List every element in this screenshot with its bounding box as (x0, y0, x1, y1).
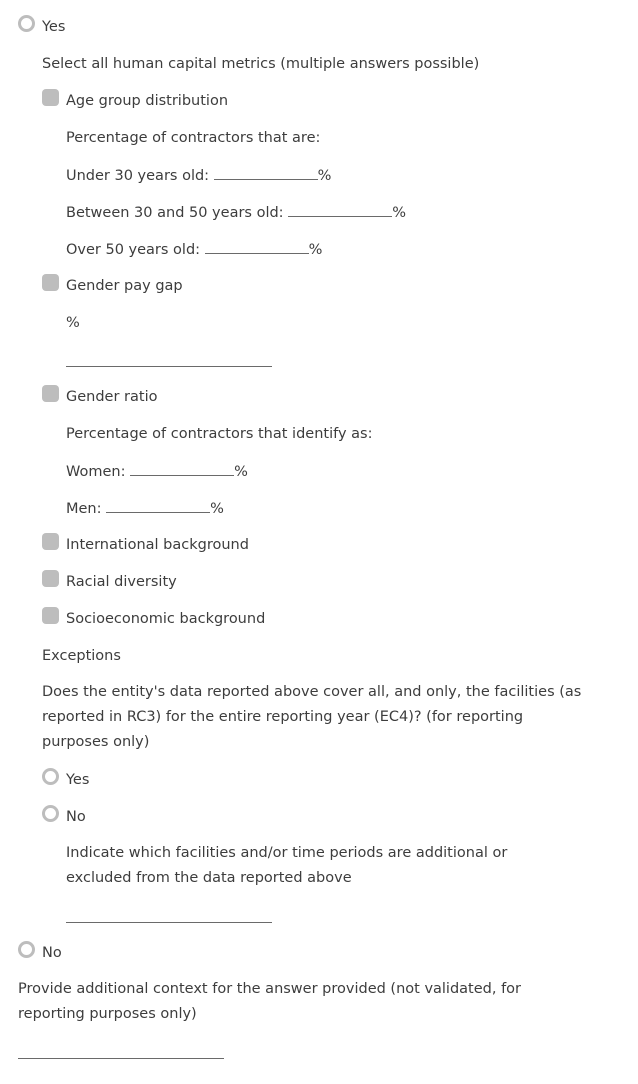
coverage-yes-radio[interactable] (42, 768, 59, 785)
socioeconomic-checkbox[interactable] (42, 607, 59, 624)
men-unit: % (210, 501, 224, 517)
between-input[interactable] (288, 202, 392, 217)
men-row (66, 498, 224, 519)
under30-row (66, 165, 331, 186)
coverage-no-radio[interactable] (42, 805, 59, 822)
gender-ratio-label: Gender ratio (66, 389, 158, 405)
no-radio[interactable] (18, 941, 35, 958)
coverage-yes-label: Yes (66, 772, 90, 788)
men-label: Men: (66, 501, 102, 517)
context-input[interactable] (18, 1058, 224, 1059)
pay-gap-checkbox[interactable] (42, 274, 59, 291)
exceptions-heading: Exceptions (42, 648, 121, 664)
coverage-question: Does the entity's data reported above cover all, and only, the facilities (as reported in RC3) for the entire reporting year (EC4)? (for reporting purposes only) (42, 684, 582, 750)
under30-unit: % (317, 168, 332, 184)
under30-input[interactable] (214, 165, 318, 180)
yes-radio[interactable] (18, 15, 35, 32)
pay-gap-input[interactable] (66, 366, 272, 367)
women-unit: % (234, 464, 248, 480)
men-input[interactable] (106, 498, 210, 513)
over50-row (66, 239, 322, 260)
between-row (66, 202, 406, 223)
over50-unit: % (308, 242, 323, 258)
pay-gap-unit: % (66, 315, 80, 331)
racial-label: Racial diversity (66, 574, 177, 590)
under30-label: Under 30 years old: (66, 168, 210, 184)
women-input[interactable] (130, 461, 234, 476)
between-unit: % (392, 205, 406, 221)
women-label: Women: (66, 464, 126, 480)
indicate-input[interactable] (66, 922, 272, 923)
coverage-no-label: No (66, 809, 86, 825)
socioeconomic-label: Socioeconomic background (66, 611, 266, 627)
international-label: International background (66, 537, 249, 553)
between-label: Between 30 and 50 years old: (66, 205, 284, 221)
indicate-prompt: Indicate which facilities and/or time periods are additional or excluded from the data reported above (66, 845, 508, 886)
age-subprompt: Percentage of contractors that are: (66, 130, 321, 146)
international-checkbox[interactable] (42, 533, 59, 550)
age-group-checkbox[interactable] (42, 89, 59, 106)
women-row (66, 461, 248, 482)
over50-input[interactable] (205, 239, 309, 254)
age-group-label: Age group distribution (66, 93, 229, 109)
human-capital-prompt: Select all human capital metrics (multiple answers possible) (42, 56, 480, 72)
context-prompt: Provide additional context for the answer provided (not validated, for reporting purposes only) (18, 981, 522, 1022)
gender-ratio-checkbox[interactable] (42, 385, 59, 402)
no-radio-label: No (42, 945, 62, 961)
yes-radio-label: Yes (42, 19, 66, 35)
gender-ratio-subprompt: Percentage of contractors that identify as: (66, 426, 373, 442)
pay-gap-label: Gender pay gap (66, 278, 183, 294)
racial-checkbox[interactable] (42, 570, 59, 587)
over50-label: Over 50 years old: (66, 242, 201, 258)
